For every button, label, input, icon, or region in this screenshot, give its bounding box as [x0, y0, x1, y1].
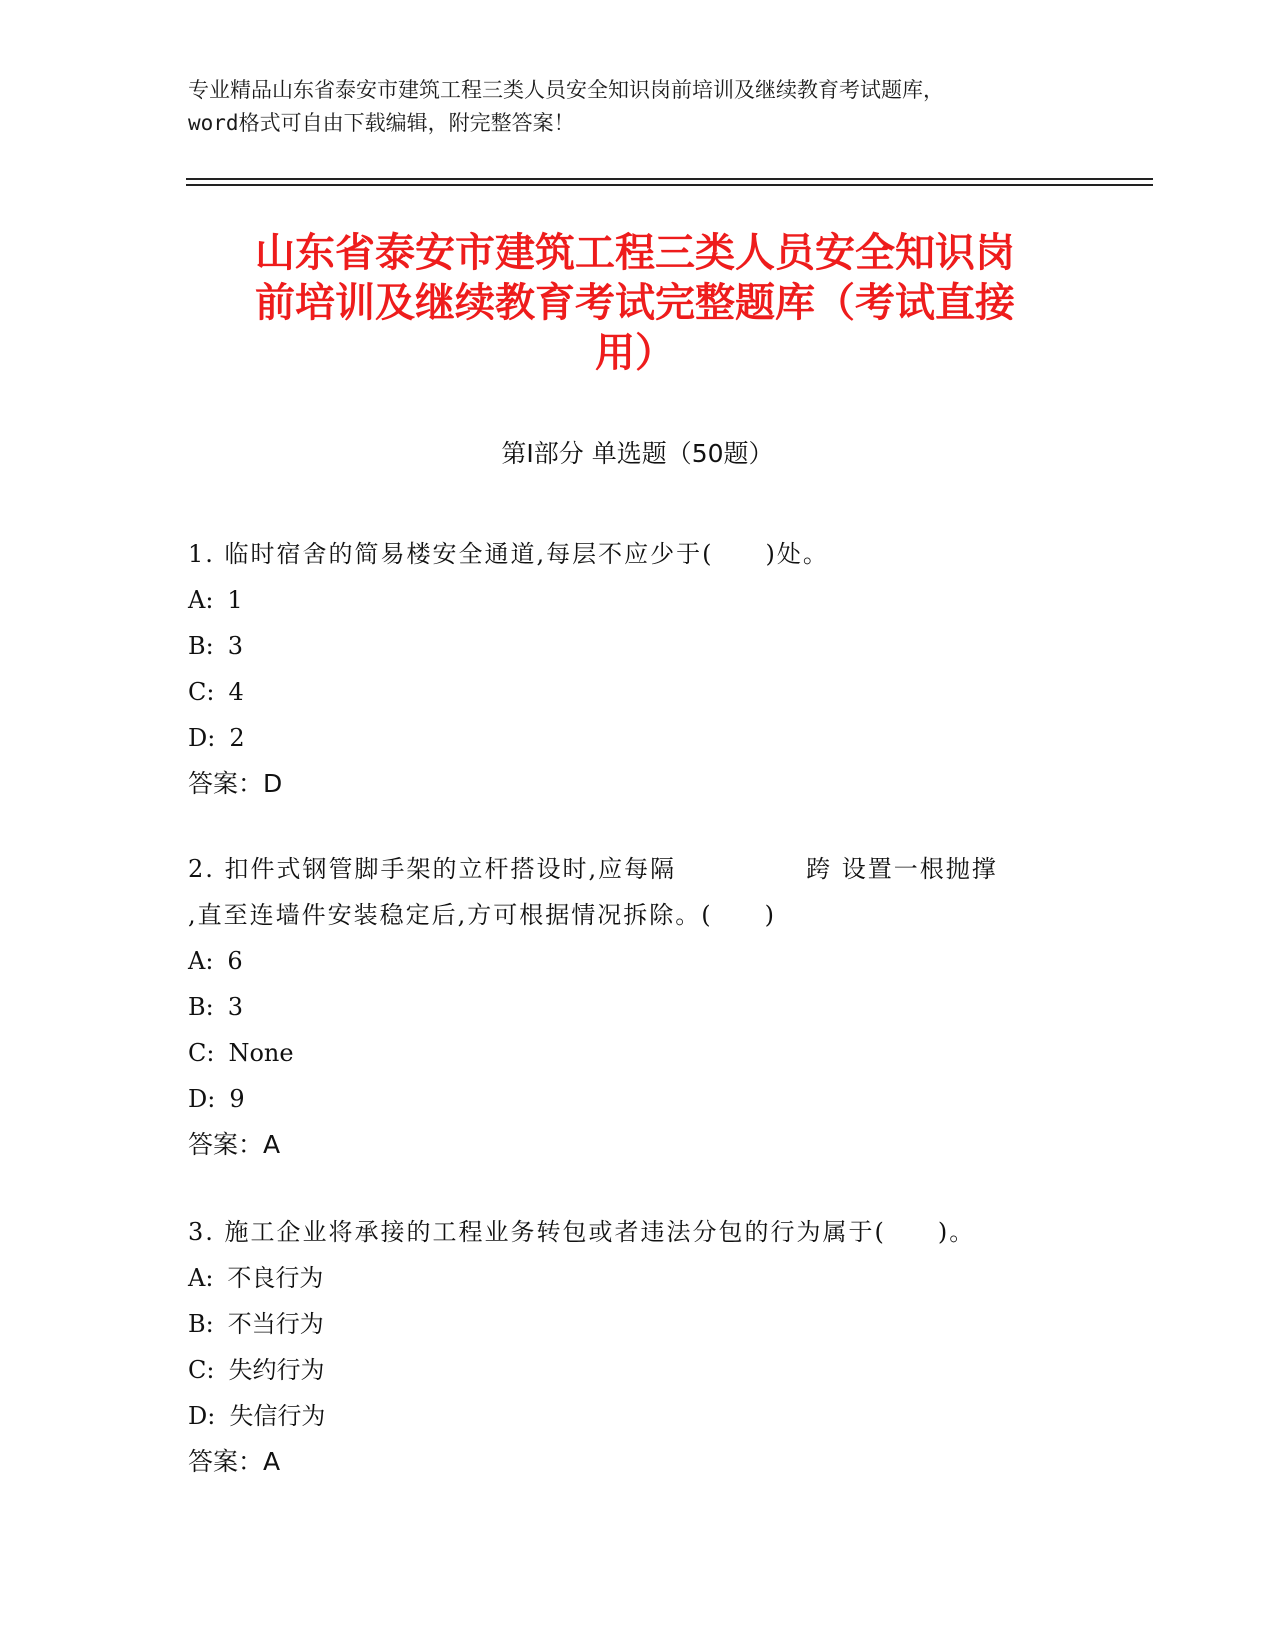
question-stem-line: ,直至连墙件安装稳定后,方可根据情况拆除。( )	[188, 901, 776, 929]
option-d	[188, 715, 1088, 761]
option-letter: B:	[188, 632, 214, 660]
option-text: 1	[227, 586, 243, 614]
option-a	[188, 577, 1088, 623]
option-d	[188, 1393, 1088, 1439]
question-2	[188, 846, 1088, 1168]
option-text: 3	[227, 993, 244, 1021]
answer-value: A	[263, 1130, 281, 1159]
option-a	[188, 938, 1088, 984]
option-text: None	[228, 1039, 294, 1067]
option-letter: A:	[188, 586, 214, 614]
option-letter: C:	[188, 1039, 215, 1067]
option-letter: D:	[188, 1402, 216, 1430]
option-letter: C:	[188, 678, 215, 706]
option-a	[188, 1255, 1088, 1301]
option-b	[188, 623, 1088, 669]
option-c	[188, 669, 1088, 715]
question-stem-line: 临时宿舍的简易楼安全通道,每层不应少于( )处。	[224, 540, 829, 568]
question-number: 3.	[188, 1218, 215, 1246]
option-b	[188, 1301, 1088, 1347]
option-d	[188, 1076, 1088, 1122]
title-line-1: 山东省泰安市建筑工程三类人员安全知识岗	[255, 230, 1015, 276]
header-note	[188, 74, 1088, 140]
question-text	[188, 1209, 1088, 1255]
answer-label: 答案：	[188, 769, 264, 798]
question-number: 1.	[188, 540, 215, 568]
section-heading: 第Ⅰ部分 单选题（50题）	[501, 439, 774, 468]
option-b	[188, 984, 1088, 1030]
option-text: 9	[229, 1085, 245, 1113]
option-text: 6	[227, 947, 243, 975]
header-rule-bottom	[186, 184, 1153, 186]
answer-line	[188, 761, 1088, 807]
question-3	[188, 1209, 1088, 1485]
option-text: 4	[228, 678, 244, 706]
option-letter: A:	[188, 947, 214, 975]
question-stem-line: 施工企业将承接的工程业务转包或者违法分包的行为属于( )。	[224, 1218, 976, 1246]
option-text: 3	[227, 632, 244, 660]
header-note-line-1: 专业精品山东省泰安市建筑工程三类人员安全知识岗前培训及继续教育考试题库，	[188, 78, 944, 102]
option-text: 不良行为	[227, 1264, 324, 1292]
option-letter: B:	[188, 1310, 214, 1338]
question-1	[188, 531, 1088, 807]
title-line-3: 用）	[595, 330, 675, 376]
option-letter: A:	[188, 1264, 214, 1292]
question-stem-line: 扣件式钢管脚手架的立杆搭设时,应每隔 跨 设置一根抛撑	[224, 855, 998, 883]
option-letter: B:	[188, 993, 214, 1021]
answer-line	[188, 1122, 1088, 1168]
answer-line	[188, 1439, 1088, 1485]
option-letter: D:	[188, 1085, 216, 1113]
question-text	[188, 531, 1088, 577]
header-rule-top	[186, 178, 1153, 180]
answer-value: A	[263, 1447, 281, 1476]
question-text-continued	[188, 892, 1088, 938]
answer-label: 答案：	[188, 1447, 264, 1476]
header-note-line-2: word格式可自由下载编辑，附完整答案！	[188, 111, 575, 135]
option-letter: C:	[188, 1356, 215, 1384]
option-letter: D:	[188, 724, 216, 752]
option-text: 不当行为	[227, 1310, 324, 1338]
option-text: 失约行为	[228, 1356, 325, 1384]
option-text: 失信行为	[229, 1402, 326, 1430]
document-title	[130, 228, 1140, 378]
question-number: 2.	[188, 855, 215, 883]
answer-value: D	[263, 769, 283, 798]
option-c	[188, 1030, 1088, 1076]
option-c	[188, 1347, 1088, 1393]
answer-label: 答案：	[188, 1130, 264, 1159]
option-text: 2	[229, 724, 245, 752]
title-line-2: 前培训及继续教育考试完整题库（考试直接	[255, 280, 1015, 326]
question-text	[188, 846, 1088, 892]
